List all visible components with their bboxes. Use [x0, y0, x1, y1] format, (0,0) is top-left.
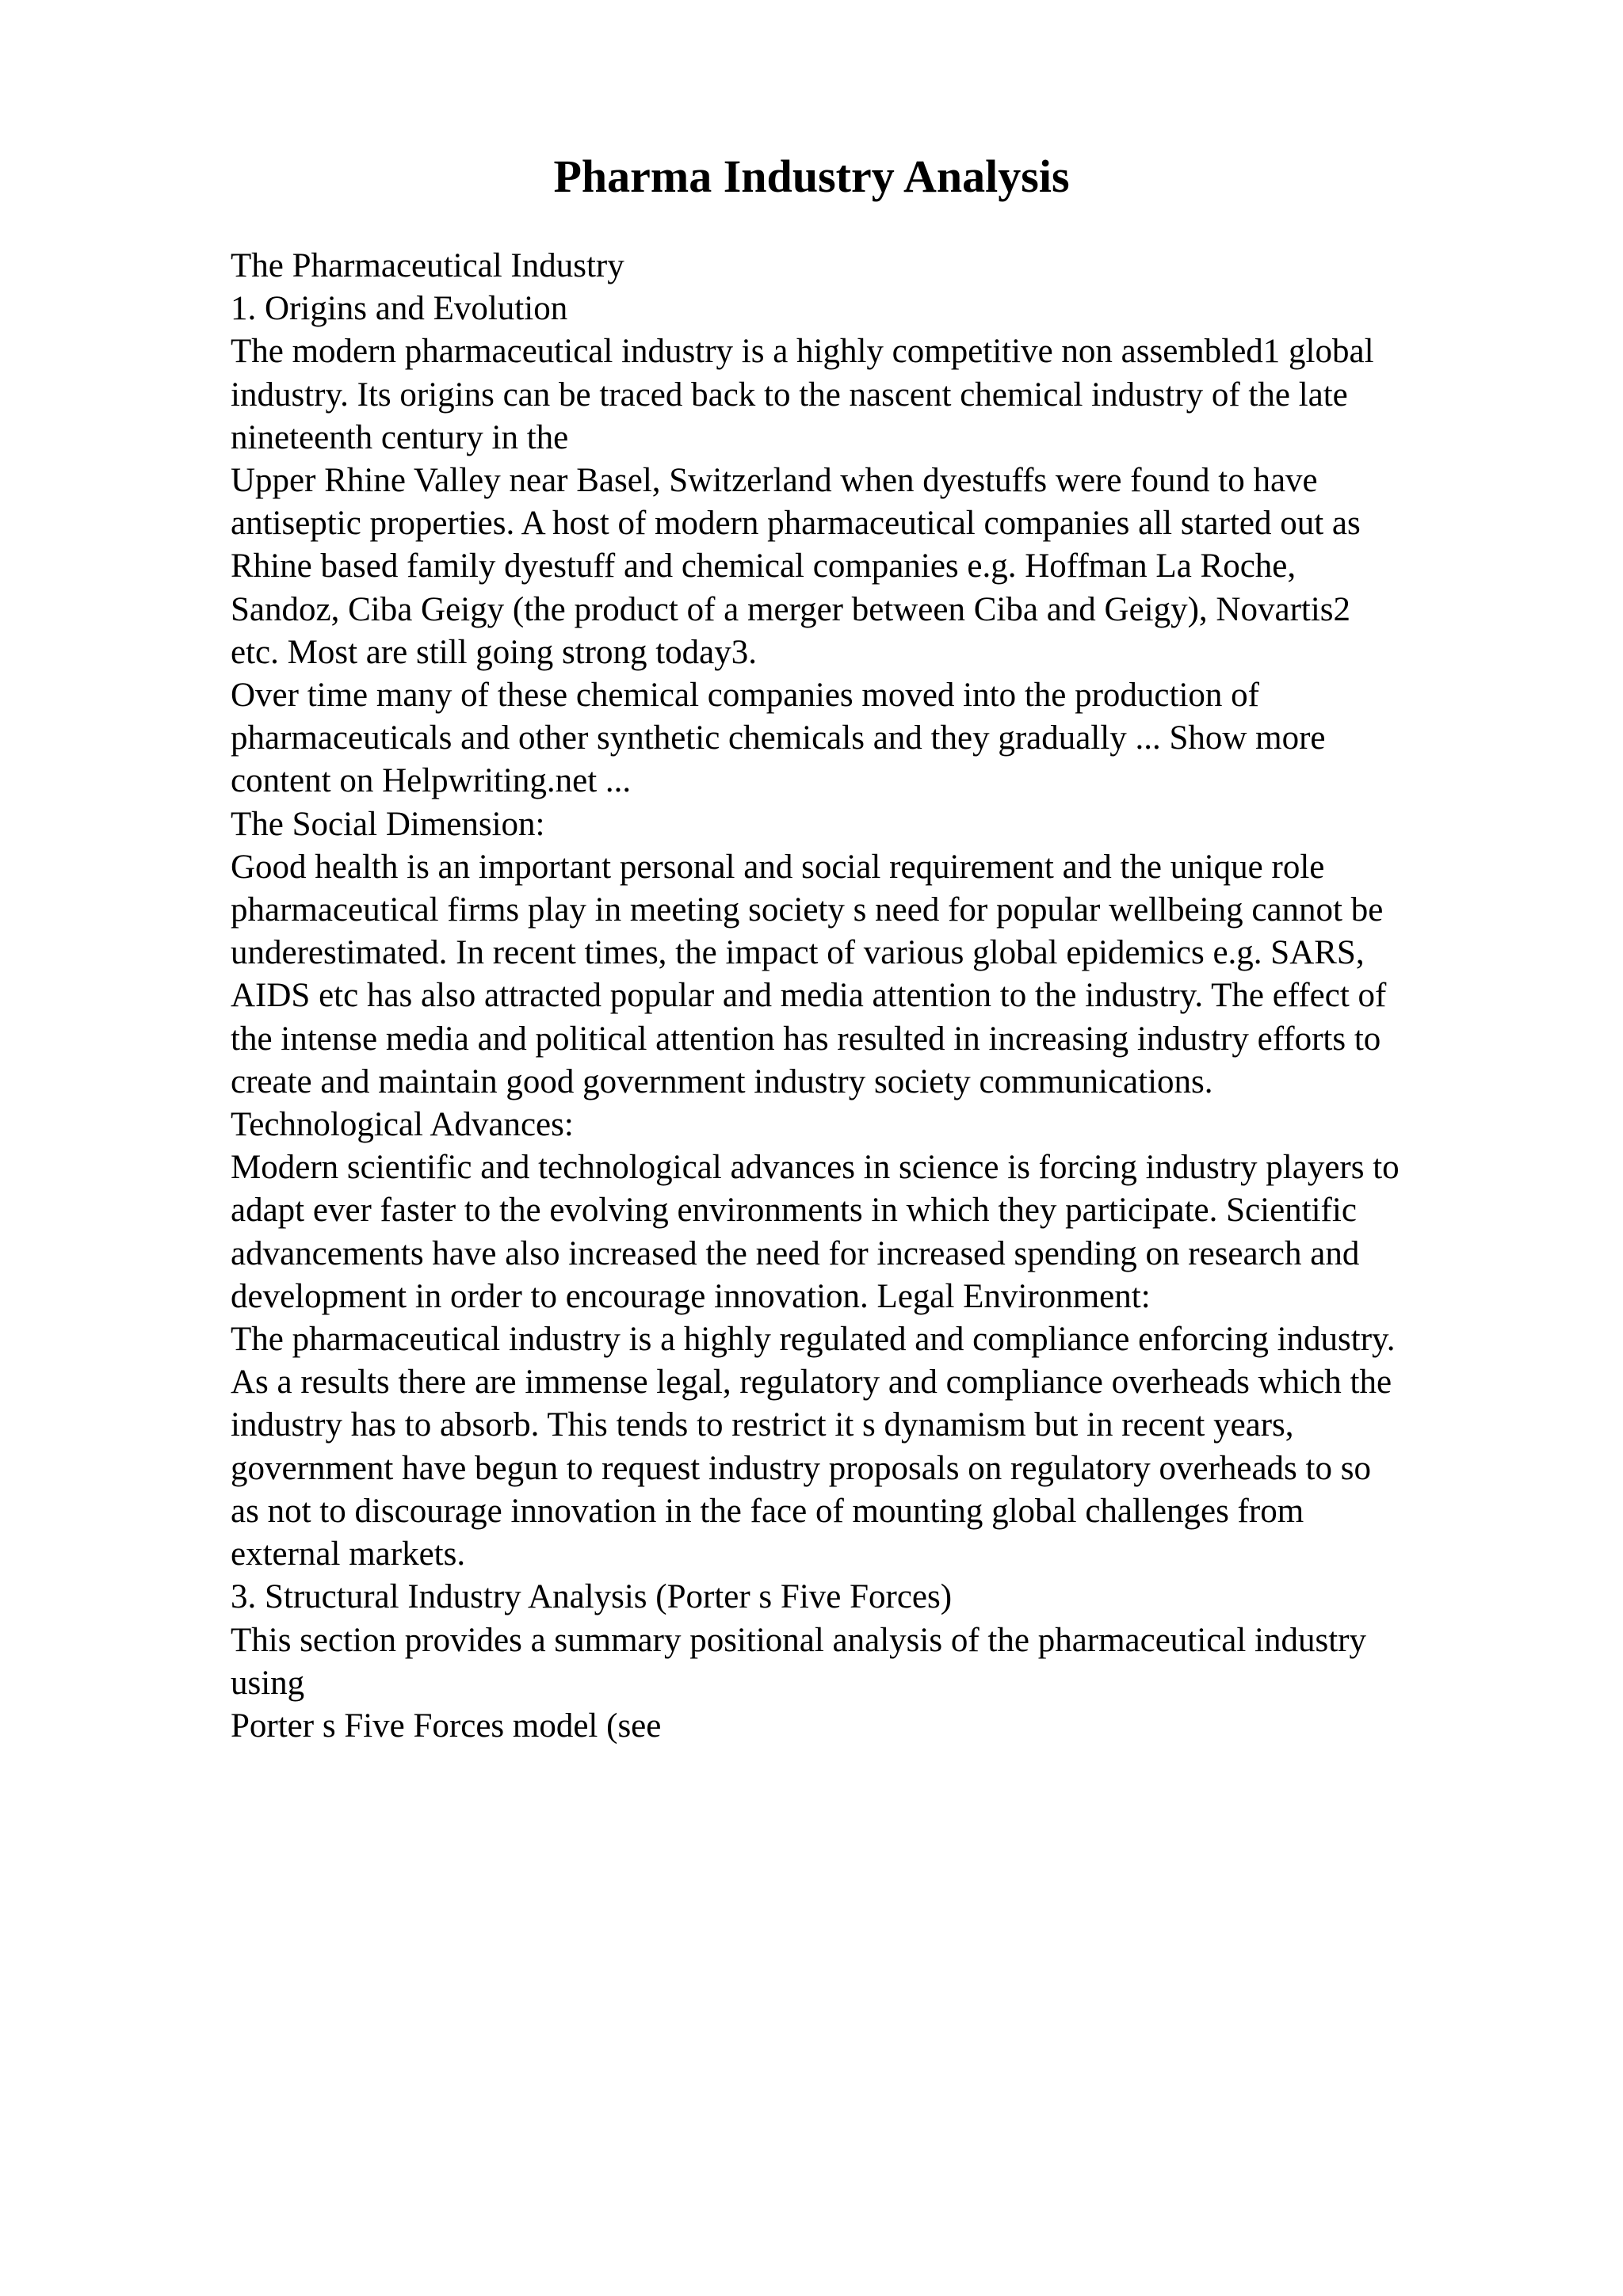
- body-text-line: The Pharmaceutical Industry: [231, 247, 624, 284]
- body-text-line: content on Helpwriting.net ...: [231, 762, 632, 800]
- document-title: Pharma Industry Analysis: [553, 151, 1070, 202]
- body-text-line: adapt ever faster to the evolving environments in which they participate. Scientific: [231, 1192, 1357, 1230]
- body-text-line: development in order to encourage innovation. Legal Environment:: [231, 1277, 1151, 1315]
- body-text-line: Upper Rhine Valley near Basel, Switzerland when dyestuffs were found to have: [231, 462, 1318, 500]
- body-text-line: the intense media and political attention has resulted in increasing industry efforts to: [231, 1020, 1381, 1058]
- body-text-line: advancements have also increased the need for increased spending on research and: [231, 1234, 1360, 1272]
- body-text-line: pharmaceutical firms play in meeting society s need for popular wellbeing cannot be: [231, 891, 1384, 929]
- body-text-line: nineteenth century in the: [231, 418, 569, 456]
- body-text-line: external markets.: [231, 1535, 466, 1573]
- body-text-line: Rhine based family dyestuff and chemical companies e.g. Hoffman La Roche,: [231, 547, 1296, 585]
- body-text-line: underestimated. In recent times, the impact of various global epidemics e.g. SARS,: [231, 934, 1365, 972]
- body-text-line: The modern pharmaceutical industry is a highly competitive non assembled1 global: [231, 333, 1374, 371]
- body-text-line: government have begun to request industry proposals on regulatory overheads to so: [231, 1449, 1371, 1487]
- body-text-line: using: [231, 1664, 305, 1702]
- body-text-line: 1. Origins and Evolution: [231, 290, 568, 328]
- body-text-line: As a results there are immense legal, regulatory and compliance overheads which the: [231, 1363, 1392, 1402]
- body-text-line: as not to discourage innovation in the face of mounting global challenges from: [231, 1492, 1304, 1530]
- body-text-line: The pharmaceutical industry is a highly regulated and compliance enforcing industry.: [231, 1321, 1396, 1359]
- body-text-line: industry. Its origins can be traced back to the nascent chemical industry of the late: [231, 376, 1348, 414]
- body-text-line: Modern scientific and technological advances in science is forcing industry players to: [231, 1149, 1400, 1187]
- body-text-line: pharmaceuticals and other synthetic chemicals and they gradually ... Show more: [231, 719, 1326, 757]
- body-text-line: industry has to absorb. This tends to restrict it s dynamism but in recent years,: [231, 1406, 1294, 1444]
- body-text-line: Good health is an important personal and social requirement and the unique role: [231, 848, 1325, 886]
- body-text-line: This section provides a summary positional analysis of the pharmaceutical industry: [231, 1621, 1367, 1659]
- body-text-line: Over time many of these chemical companies moved into the production of: [231, 677, 1259, 715]
- body-text-line: Sandoz, Ciba Geigy (the product of a merger between Ciba and Geigy), Novartis2: [231, 590, 1351, 628]
- document-body: [231, 245, 1514, 1748]
- body-text-line: Technological Advances:: [231, 1106, 574, 1144]
- body-text-line: 3. Structural Industry Analysis (Porter s Five Forces): [231, 1578, 953, 1616]
- body-text-line: etc. Most are still going strong today3.: [231, 633, 758, 671]
- body-text-line: The Social Dimension:: [231, 805, 545, 843]
- body-text-line: AIDS etc has also attracted popular and media attention to the industry. The effect of: [231, 977, 1387, 1015]
- body-text-line: Porter s Five Forces model (see: [231, 1707, 662, 1745]
- body-text-line: create and maintain good government industry society communications.: [231, 1062, 1213, 1100]
- body-text-line: antiseptic properties. A host of modern pharmaceutical companies all started out as: [231, 505, 1361, 543]
